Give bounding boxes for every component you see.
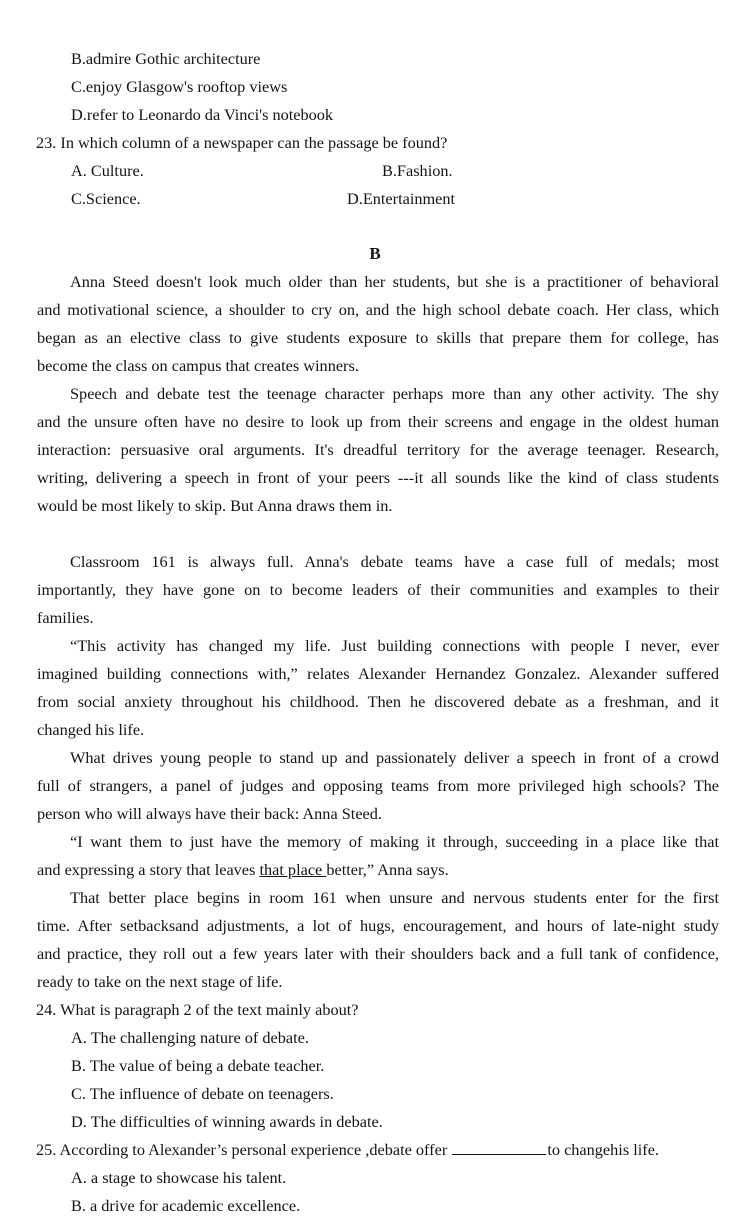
q25-option-b: B. a drive for academic excellence. xyxy=(71,1196,301,1215)
q23-option-d: D.Entertainment xyxy=(347,189,456,208)
p1-line: Anna Steed doesn't look much older than her students, but she is a practitioner of behavioral xyxy=(70,272,719,291)
p2-line: interaction: persuasive oral arguments. It's dreadful territory for the average teenager. Research, xyxy=(37,440,719,459)
p7-line: and practice, they roll out a few years later with their shoulders back and a full tank of confidence, xyxy=(37,944,719,963)
p6-line xyxy=(37,860,449,880)
p2-line: and the unsure often have no desire to look up from their screens and engage in the oldest human xyxy=(37,412,719,431)
q25-option-a: A. a stage to showcase his talent. xyxy=(71,1168,287,1187)
q23-option-c: C.Science. xyxy=(71,189,141,208)
p4-line: changed his life. xyxy=(37,720,145,739)
p7-line: ready to take on the next stage of life. xyxy=(37,972,283,991)
q24-stem: 24. What is paragraph 2 of the text mainly about? xyxy=(36,1000,359,1019)
p6-text: better,” Anna says. xyxy=(326,860,449,879)
q23-option-b: B.Fashion. xyxy=(382,161,453,180)
p6-text: and expressing a story that leaves xyxy=(37,860,260,879)
q24-option-c: C. The influence of debate on teenagers. xyxy=(71,1084,334,1103)
p6-line: “I want them to just have the memory of making it through, succeeding in a place like that xyxy=(70,832,719,851)
p7-line: That better place begins in room 161 when unsure and nervous students enter for the first xyxy=(70,888,719,907)
section-heading: B xyxy=(369,244,381,263)
p3-line: importantly, they have gone on to become leaders of their communities and examples to their xyxy=(37,580,719,599)
answer-blank xyxy=(452,1140,546,1155)
q25-stem xyxy=(36,1140,659,1160)
p4-line: from social anxiety throughout his childhood. Then he discovered debate as a freshman, and it xyxy=(37,692,719,711)
p5-line: person who will always have their back: Anna Steed. xyxy=(37,804,382,823)
q23-stem: 23. In which column of a newspaper can the passage be found? xyxy=(36,133,448,152)
q25-stem-text: to changehis life. xyxy=(547,1140,659,1159)
p2-line: writing, delivering a speech in front of your peers ---it all sounds like the kind of class students xyxy=(37,468,719,487)
q24-option-b: B. The value of being a debate teacher. xyxy=(71,1056,325,1075)
p5-line: full of strangers, a panel of judges and opposing teams from more privileged high schools? The xyxy=(37,776,719,795)
p2-line: would be most likely to skip. But Anna draws them in. xyxy=(37,496,393,515)
q24-option-d: D. The difficulties of winning awards in debate. xyxy=(71,1112,383,1131)
p2-line: Speech and debate test the teenage character perhaps more than any other activity. The shy xyxy=(70,384,719,403)
p1-line: and motivational science, a shoulder to cry on, and the high school debate coach. Her class, which xyxy=(37,300,719,319)
underlined-phrase: that place xyxy=(259,860,327,879)
q22-option-d: D.refer to Leonardo da Vinci's notebook xyxy=(71,105,334,124)
p1-line: began as an elective class to give students exposure to skills that prepare them for college, has xyxy=(37,328,719,347)
p3-line: Classroom 161 is always full. Anna's debate teams have a case full of medals; most xyxy=(70,552,719,571)
p4-line: imagined building connections with,” relates Alexander Hernandez Gonzalez. Alexander suffered xyxy=(37,664,719,683)
q25-stem-text: 25. According to Alexander’s personal experience ,debate offer xyxy=(36,1140,448,1159)
p5-line: What drives young people to stand up and passionately deliver a speech in front of a crowd xyxy=(70,748,719,767)
q22-option-c: C.enjoy Glasgow's rooftop views xyxy=(71,77,288,96)
q22-option-b: B.admire Gothic architecture xyxy=(71,49,261,68)
p4-line: “This activity has changed my life. Just building connections with people I never, ever xyxy=(70,636,719,655)
p1-line: become the class on campus that creates winners. xyxy=(37,356,359,375)
q24-option-a: A. The challenging nature of debate. xyxy=(71,1028,309,1047)
p3-line: families. xyxy=(37,608,94,627)
p7-line: time. After setbacksand adjustments, a lot of hugs, encouragement, and hours of late-night study xyxy=(37,916,719,935)
q23-option-a: A. Culture. xyxy=(71,161,144,180)
